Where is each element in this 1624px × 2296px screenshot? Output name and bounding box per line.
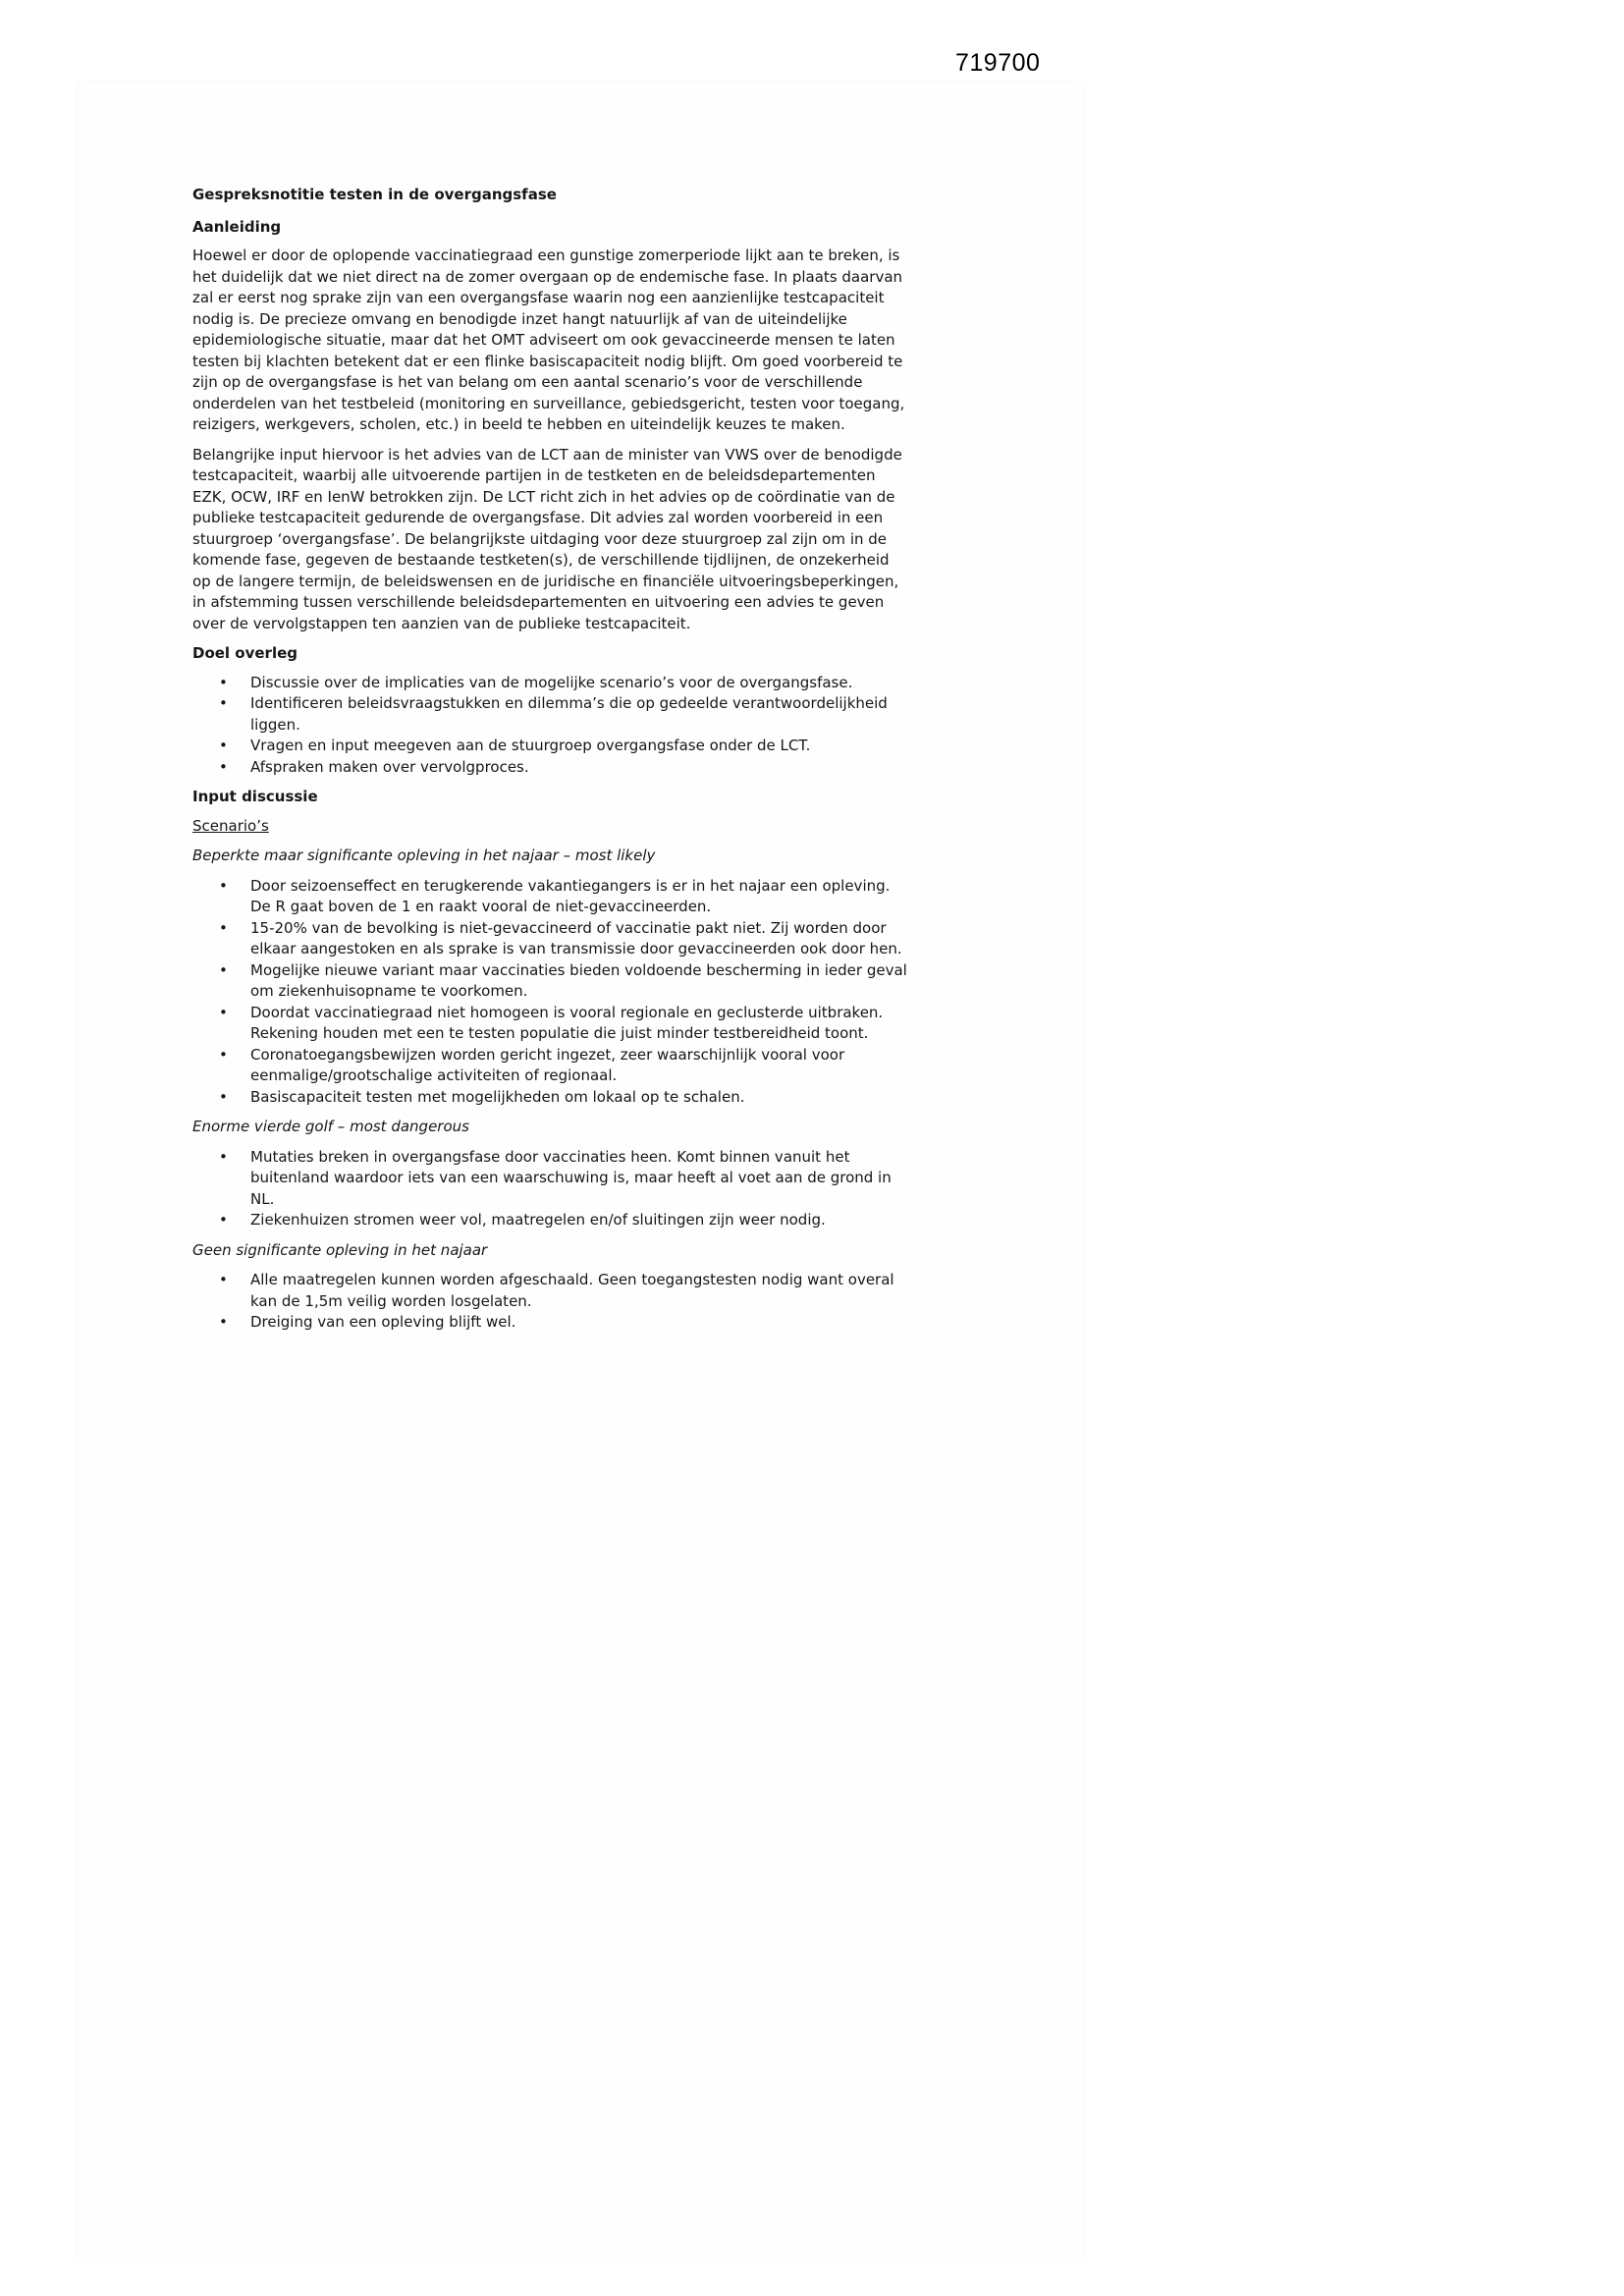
list-item: • Dreiging van een opleving blijft wel.: [192, 1312, 911, 1334]
list-item: • Alle maatregelen kunnen worden afgeschaald. Geen toegangstesten nodig want overal kan de 1,5m veilig worden losgelaten.: [192, 1270, 911, 1312]
list-item: • Afspraken maken over vervolgproces.: [192, 757, 911, 779]
document-content: [192, 185, 911, 1342]
list-item: • Identificeren beleidsvraagstukken en dilemma’s die op gedeelde verantwoordelijkheid liggen.: [192, 693, 911, 736]
paragraph-aanleiding-1: Hoewel er door de oplopende vaccinatiegraad een gunstige zomerperiode lijkt aan te breken, is het duidelijk dat we niet direct na de zomer overgaan op de endemische fase. In plaats daarvan zal er eerst nog sprake zijn van een overgangsfase waarin nog een aanzienlijke testcapaciteit nodig is. De precieze omvang en benodigde inzet hangt natuurlijk af van de uiteindelijke epidemiologische situatie, maar dat het OMT adviseert om ook gevaccineerde mensen te laten testen bij klachten betekent dat er een flinke basiscapaciteit nodig blijft. Om goed voorbereid te zijn op de overgangsfase is het van belang om een aantal scenario’s voor de verschillende onderdelen van het testbeleid (monitoring en surveillance, gebiedsgericht, testen voor toegang, reizigers, werkgevers, scholen, etc.) in beeld te hebben en uiteindelijk keuzes te maken.: [192, 246, 905, 433]
scenario2-list: [192, 1147, 911, 1231]
paragraph-aanleiding-2: Belangrijke input hiervoor is het advies van de LCT aan de minister van VWS over de benodigde testcapaciteit, waarbij alle uitvoerende partijen in de testketen en de beleidsdepartementen EZK, OCW, IRF en IenW betrokken zijn. De LCT richt zich in het advies op de coördinatie van de publieke testcapaciteit gedurende de overgangsfase. Dit advies zal worden voorbereid in een stuurgroep ‘overgangsfase’. De belangrijkste uitdaging voor deze stuurgroep zal zijn om in de komende fase, gegeven de bestaande testketen(s), de verschillende tijdlijnen, de onzekerheid op de langere termijn, de beleidswensen en de juridische en financiële uitvoeringsbeperkingen, in afstemming tussen verschillende beleidsdepartementen en uitvoering een advies te geven over de vervolgstappen ten aanzien van de publieke testcapaciteit.: [192, 445, 902, 632]
list-item: • Mutaties breken in overgangsfase door vaccinaties heen. Komt binnen vanuit het buitenland waardoor iets van een waarschuwing is, maar heeft al voet aan de grond in NL.: [192, 1147, 911, 1211]
heading-doel-overleg: Doel overleg: [192, 644, 298, 662]
scenario3-list: [192, 1270, 911, 1334]
heading-aanleiding: Aanleiding: [192, 217, 282, 236]
heading-input-discussie: Input discussie: [192, 788, 318, 805]
list-item: • 15-20% van de bevolking is niet-gevaccineerd of vaccinatie pakt niet. Zij worden door elkaar aangestoken en als sprake is van transmissie door gevaccineerden ook door hen.: [192, 918, 911, 960]
page-number-stamp: 719700: [955, 49, 1041, 77]
doel-overleg-list: [192, 673, 911, 779]
list-item: • Vragen en input meegeven aan de stuurgroep overgangsfase onder de LCT.: [192, 736, 911, 757]
scenario1-title: Beperkte maar significante opleving in het najaar – most likely: [192, 847, 656, 864]
list-item: • Door seizoenseffect en terugkerende vakantiegangers is er in het najaar een opleving. De R gaat boven de 1 en raakt vooral de niet-gevaccineerden.: [192, 876, 911, 918]
list-item: • Coronatoegangsbewijzen worden gericht ingezet, zeer waarschijnlijk vooral voor eenmalige/grootschalige activiteiten of regionaal.: [192, 1045, 911, 1087]
list-item: • Ziekenhuizen stromen weer vol, maatregelen en/of sluitingen zijn weer nodig.: [192, 1210, 911, 1231]
list-item: • Mogelijke nieuwe variant maar vaccinaties bieden voldoende bescherming in ieder geval om ziekenhuisopname te voorkomen.: [192, 960, 911, 1003]
list-item: • Doordat vaccinatiegraad niet homogeen is vooral regionale en geclusterde uitbraken. Rekening houden met een te testen populatie die juist minder testbereidheid toont.: [192, 1003, 911, 1045]
scenario2-title: Enorme vierde golf – most dangerous: [192, 1118, 469, 1135]
list-item: • Discussie over de implicaties van de mogelijke scenario’s voor de overgangsfase.: [192, 673, 911, 694]
scenario1-list: [192, 876, 911, 1109]
scenario3-title: Geen significante opleving in het najaar: [192, 1240, 488, 1259]
document-title: Gespreksnotitie testen in de overgangsfase: [192, 186, 557, 203]
list-item: • Basiscapaciteit testen met mogelijkheden om lokaal op te schalen.: [192, 1087, 911, 1109]
subheading-scenarios: Scenario’s: [192, 816, 269, 835]
